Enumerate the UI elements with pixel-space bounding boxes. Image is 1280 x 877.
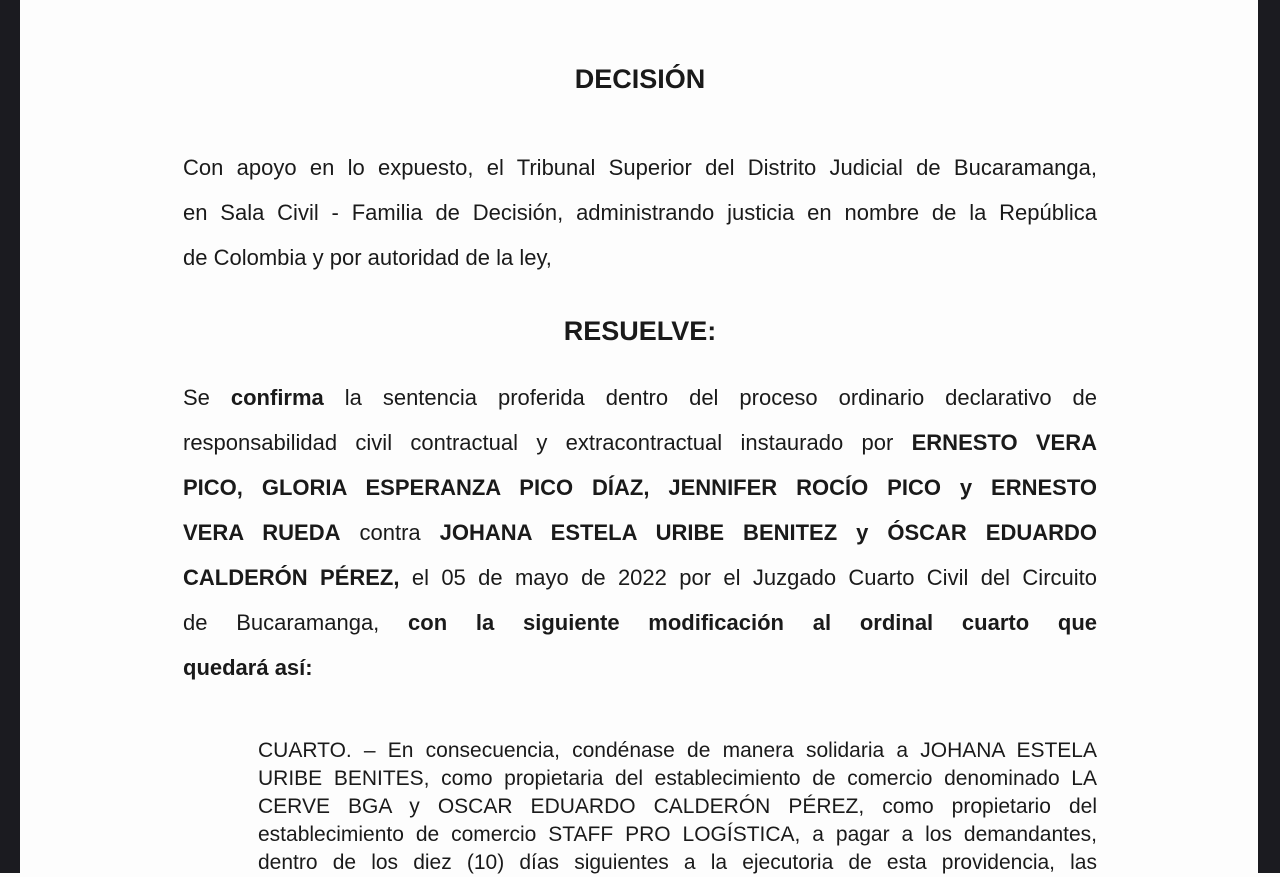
resolve-heading: RESUELVE:	[563, 316, 717, 346]
decision-heading: DECISIÓN	[574, 64, 706, 94]
text-line: de Bucaramanga, con la siguiente modificación al ordinal cuarto que	[183, 610, 1097, 635]
left-page-border	[0, 0, 20, 873]
text-line: CUARTO. – En consecuencia, condénase de manera solidaria a JOHANA ESTELA	[258, 739, 1097, 762]
text-line: URIBE BENITES, como propietaria del establecimiento de comercio denominado LA	[258, 767, 1097, 790]
text-line: VERA RUEDA contra JOHANA ESTELA URIBE BENITEZ y ÓSCAR EDUARDO	[183, 520, 1097, 545]
text-line: en Sala Civil - Familia de Decisión, administrando justicia en nombre de la República	[183, 200, 1097, 225]
ordinal-cuarto-quote-paragraph	[258, 737, 1097, 877]
text-line: PICO, GLORIA ESPERANZA PICO DÍAZ, JENNIFER ROCÍO PICO y ERNESTO	[183, 475, 1097, 500]
text-line: CERVE BGA y OSCAR EDUARDO CALDERÓN PÉREZ, como propietario del	[258, 795, 1097, 818]
text-line: responsabilidad civil contractual y extracontractual instaurado por ERNESTO VERA	[183, 430, 1098, 455]
intro-paragraph	[183, 145, 1097, 280]
text-line: establecimiento de comercio STAFF PRO LOGÍSTICA, a pagar a los demandantes,	[258, 823, 1097, 846]
text-line: CALDERÓN PÉREZ, el 05 de mayo de 2022 por el Juzgado Cuarto Civil del Circuito	[183, 565, 1097, 590]
text-line: Se confirma la sentencia proferida dentro del proceso ordinario declarativo de	[183, 385, 1097, 410]
text-line: dentro de los diez (10) días siguientes a la ejecutoria de esta providencia, las	[258, 851, 1097, 874]
text-line: de Colombia y por autoridad de la ley,	[183, 245, 552, 270]
resolve-paragraph	[183, 375, 1097, 690]
document-page	[183, 0, 1097, 877]
text-line: quedará así:	[183, 655, 313, 680]
text-line: Con apoyo en lo expuesto, el Tribunal Superior del Distrito Judicial de Bucaramanga,	[183, 155, 1097, 180]
right-page-border	[1258, 0, 1280, 873]
